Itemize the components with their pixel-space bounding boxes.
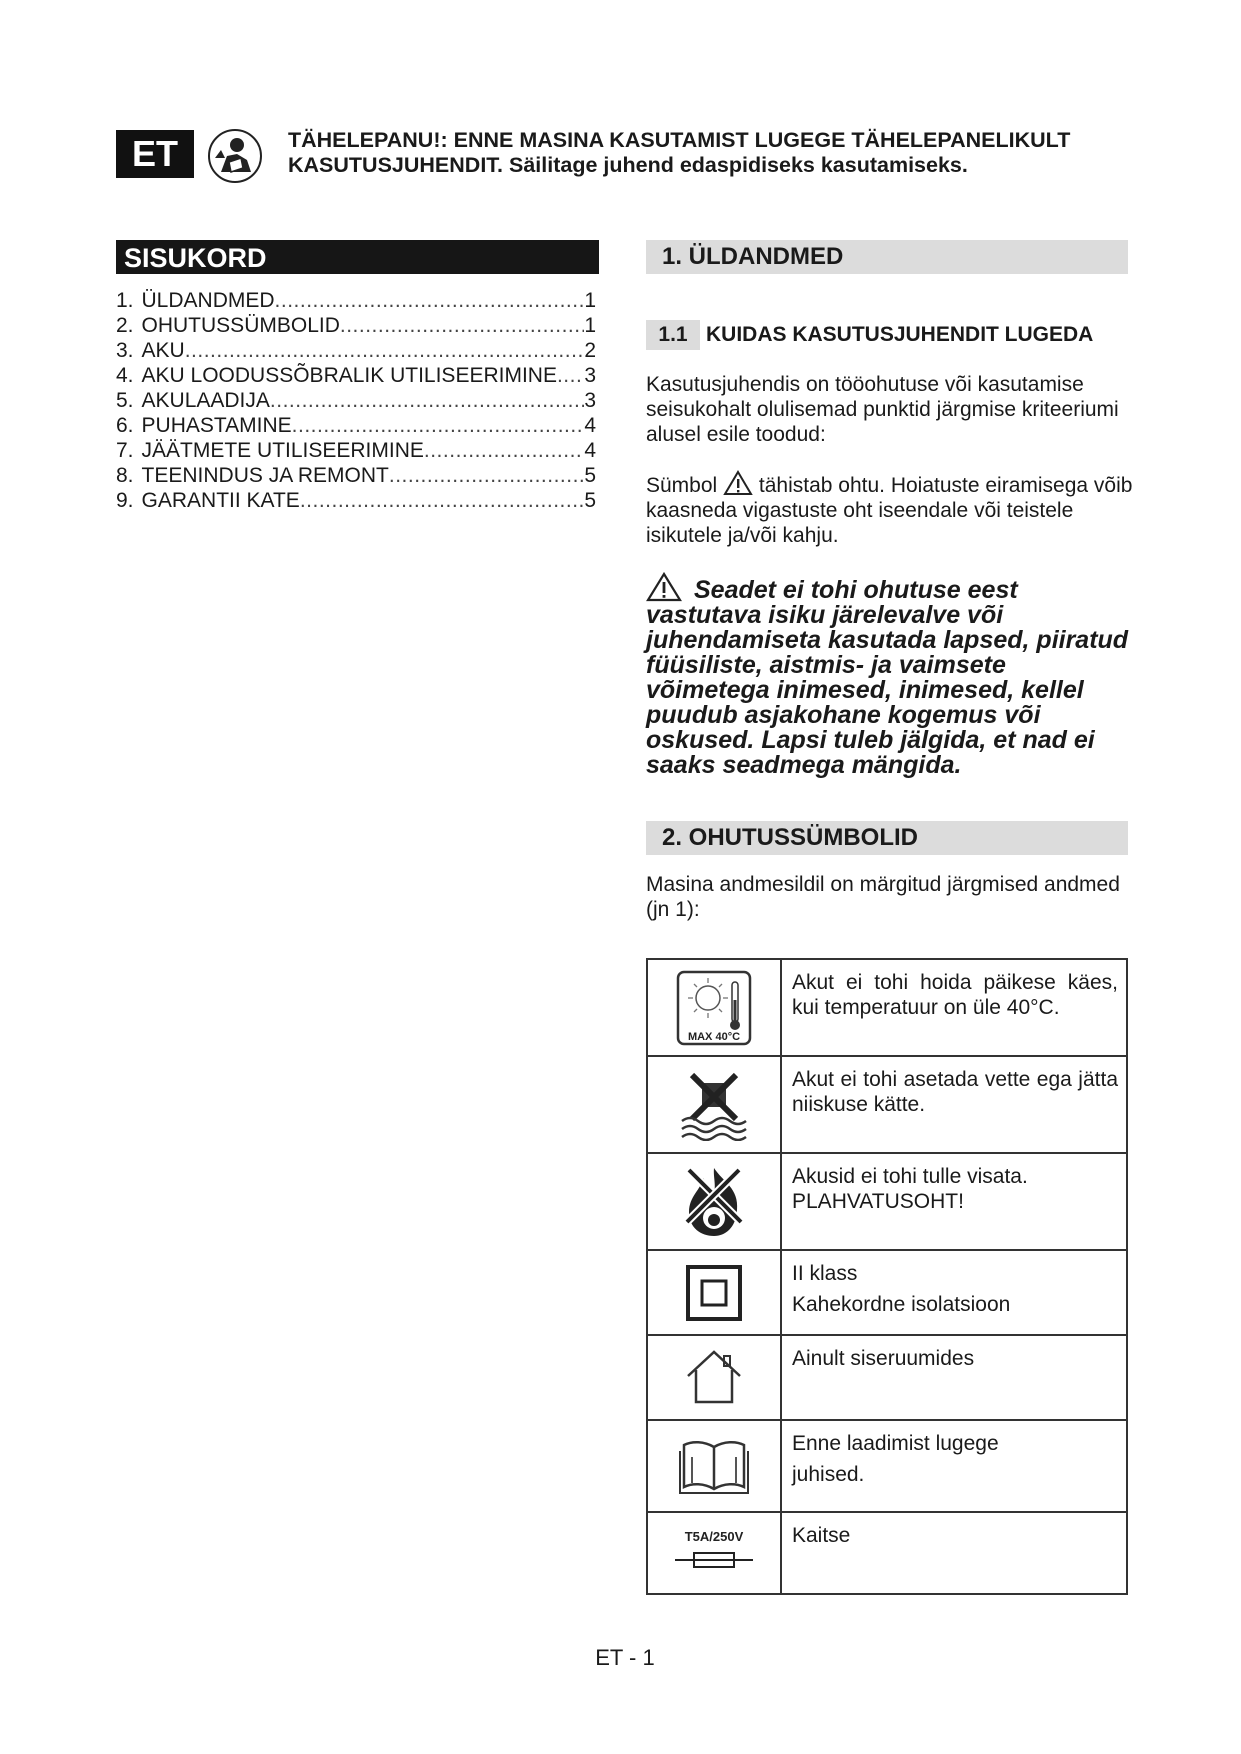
toc-title: SISUKORD <box>116 240 599 274</box>
max-temperature-label: MAX 40°C <box>687 1031 741 1043</box>
symbol-description-line: Akut ei tohi asetada vette ega jätta niiskuse kätte. <box>792 1068 1118 1116</box>
language-badge: ET <box>116 130 194 178</box>
symbol-description-line: Ainult siseruumides <box>792 1347 975 1370</box>
toc-item[interactable] <box>116 363 596 388</box>
symbol-description <box>781 1335 1127 1420</box>
symbol-description-line: Kahekordne isolatsioon <box>792 1293 1011 1316</box>
toc-item-label: AKU LOODUSSÕBRALIK UTILISEERIMINE <box>141 364 557 387</box>
symbol-description-line: Akusid ei tohi tulle visata. <box>792 1165 1028 1188</box>
symbol-row <box>647 1056 1127 1153</box>
symbol-row <box>647 1512 1127 1594</box>
symbol-description <box>781 1250 1127 1335</box>
symbol-description <box>781 1153 1127 1250</box>
toc-item-number: 9. <box>116 489 134 512</box>
toc-item[interactable] <box>116 313 596 338</box>
symbol-description-line: Enne laadimist lugege <box>792 1432 999 1455</box>
toc-item-number: 1. <box>116 289 134 312</box>
toc-item-label: GARANTII KATE <box>141 489 300 512</box>
toc-item[interactable] <box>116 463 596 488</box>
symbol-row <box>647 1420 1127 1512</box>
toc-item-label: OHUTUSSÜMBOLID <box>141 314 340 337</box>
toc-item-number: 4. <box>116 364 134 387</box>
symbol-icon-cell <box>647 1153 781 1250</box>
symbol-description <box>781 1420 1127 1512</box>
toc-leader <box>340 313 584 338</box>
indoor-only-icon <box>682 1348 746 1406</box>
symbol-explanation <box>646 470 1136 548</box>
warning-triangle-icon <box>723 470 753 496</box>
symbol-icon-cell <box>647 959 781 1056</box>
toc-leader <box>185 338 585 363</box>
toc-leader <box>292 413 585 438</box>
symbol-description <box>781 959 1127 1056</box>
symbol-description <box>781 1512 1127 1594</box>
section-1-title: 1. ÜLDANDMED <box>646 240 1128 274</box>
header-warning-line1: TÄHELEPANU!: ENNE MASINA KASUTAMIST LUGEGE TÄHELEPANELIKULT <box>288 128 1071 152</box>
toc-item-label: PUHASTAMINE <box>141 414 292 437</box>
toc-item-label: TEENINDUS JA REMONT <box>141 464 389 487</box>
toc-item-page: 3 <box>584 389 596 412</box>
symbol-row <box>647 1153 1127 1250</box>
symbol-explanation-start: Sümbol <box>646 474 718 497</box>
toc-item-label: AKU <box>141 339 185 362</box>
warning-triangle-icon <box>646 572 682 602</box>
header-warning-line2: KASUTUSJUHENDIT. Säilitage juhend edaspidiseks kasutamiseks. <box>288 153 968 177</box>
toc-leader <box>270 388 584 413</box>
no-water-icon <box>678 1069 750 1141</box>
page-number: ET - 1 <box>595 1645 655 1670</box>
toc-item-number: 2. <box>116 314 134 337</box>
toc-leader <box>557 363 584 388</box>
symbol-icon-cell <box>647 1335 781 1420</box>
read-instructions-icon <box>678 1437 750 1497</box>
toc-item-page: 1 <box>584 289 596 312</box>
symbol-description-line: II klass <box>792 1262 858 1285</box>
toc-item-label: ÜLDANDMED <box>141 289 275 312</box>
subsection-number: 1.1 <box>646 320 700 350</box>
no-fire-icon <box>679 1164 749 1240</box>
child-safety-warning <box>646 572 1136 778</box>
toc-item-label: AKULAADIJA <box>141 389 270 412</box>
read-manual-icon <box>207 128 263 184</box>
class-ii-icon <box>684 1263 744 1323</box>
toc-item[interactable] <box>116 338 596 363</box>
symbol-row <box>647 959 1127 1056</box>
symbol-icon-cell <box>647 1056 781 1153</box>
toc-leader <box>275 288 585 313</box>
section-2-title: 2. OHUTUSSÜMBOLID <box>646 821 1128 855</box>
toc-item-number: 8. <box>116 464 134 487</box>
header-warning <box>288 128 1148 178</box>
toc-item-number: 3. <box>116 339 134 362</box>
toc-item-page: 4 <box>584 414 596 437</box>
subsection-1-1-heading <box>646 320 1136 350</box>
symbol-description-line: Akut ei tohi hoida päikese käes, kui temperatuur on üle 40°C. <box>792 971 1118 1019</box>
toc-item-number: 5. <box>116 389 134 412</box>
toc-leader <box>389 463 584 488</box>
toc-item[interactable] <box>116 413 596 438</box>
toc-item[interactable] <box>116 438 596 463</box>
safety-symbols-table <box>646 958 1128 1595</box>
toc-item-page: 4 <box>584 439 596 462</box>
toc-item[interactable] <box>116 488 596 513</box>
symbol-description-line: Kaitse <box>792 1524 851 1547</box>
section-2-intro: Masina andmesildil on märgitud järgmised andmed (jn 1): <box>646 873 1120 921</box>
section-1-paragraph: Kasutusjuhendis on tööohutuse või kasutamise seisukohalt olulisemad punktid järgmise kriteeriumi alusel esile toodud: <box>646 373 1119 446</box>
toc-list <box>116 288 596 513</box>
toc-item-number: 7. <box>116 439 134 462</box>
symbol-explanation-rest: tähistab ohtu. Hoiatuste eiramisega võib kaasneda vigastuste oht iseendale või teistele isikutele ja/või kahju. <box>646 474 1133 547</box>
toc-item-page: 2 <box>584 339 596 362</box>
toc-item-page: 3 <box>584 364 596 387</box>
toc-leader <box>300 488 584 513</box>
max-temperature-icon <box>676 970 752 1046</box>
fuse-rating-label: T5A/250V <box>684 1529 744 1544</box>
toc-item-label: JÄÄTMETE UTILISEERIMINE <box>141 439 424 462</box>
symbol-row <box>647 1335 1127 1420</box>
symbol-description-line: PLAHVATUSOHT! <box>792 1190 964 1213</box>
symbol-icon-cell <box>647 1512 781 1594</box>
subsection-title: KUIDAS KASUTUSJUHENDIT LUGEDA <box>706 323 1094 346</box>
toc-leader <box>424 438 584 463</box>
symbol-description <box>781 1056 1127 1153</box>
fuse-icon <box>669 1525 759 1581</box>
toc-item-page: 1 <box>584 314 596 337</box>
symbol-description-line: juhised. <box>792 1463 865 1486</box>
toc-item-page: 5 <box>584 489 596 512</box>
symbol-row <box>647 1250 1127 1335</box>
toc-item[interactable] <box>116 388 596 413</box>
toc-item-number: 6. <box>116 414 134 437</box>
toc-item-page: 5 <box>584 464 596 487</box>
symbol-icon-cell <box>647 1250 781 1335</box>
symbol-icon-cell <box>647 1420 781 1512</box>
child-safety-warning-text: Seadet ei tohi ohutuse eest vastutava isiku järelevalve või juhendamiseta kasutada lapsed, piiratud füüsiliste, aistmis- ja vaimsete võimetega inimesed, inimesed, kellel puudub asjakohane kogemus või oskused. Lapsi tuleb jälgida, et nad ei saaks seadmega mängida. <box>646 576 1129 779</box>
toc-item[interactable] <box>116 288 596 313</box>
